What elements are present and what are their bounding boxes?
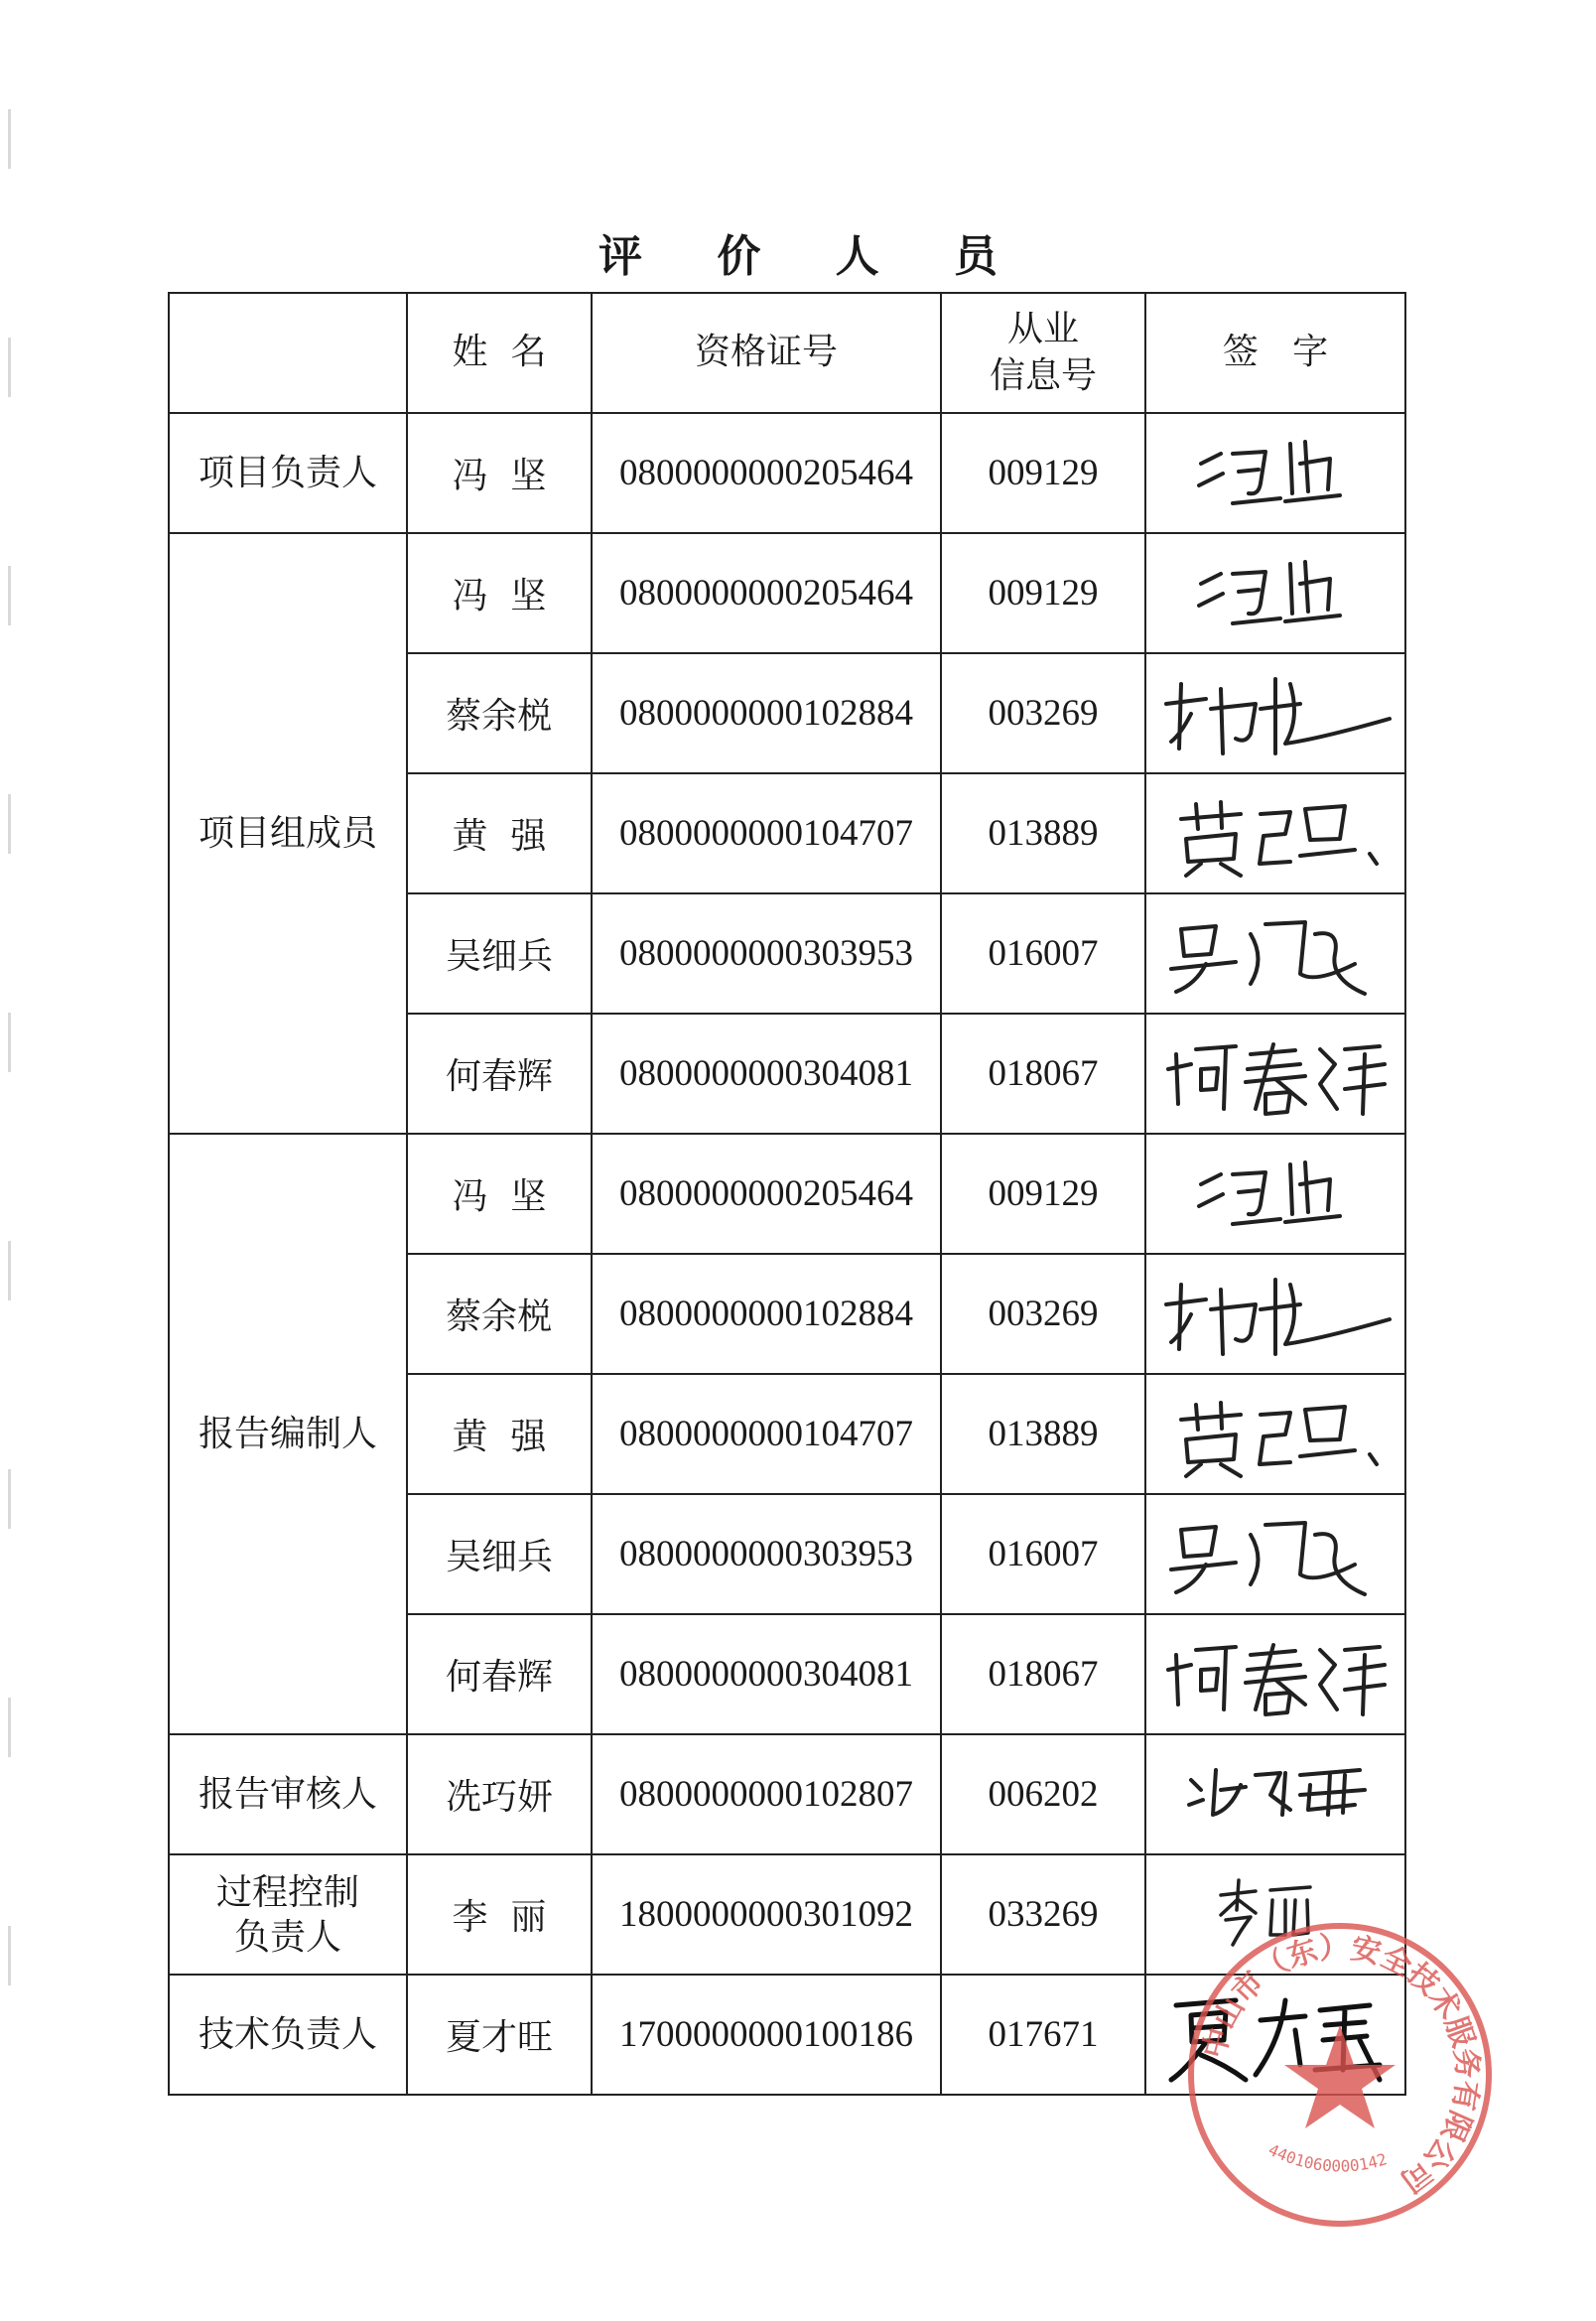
- signature-cell: [1145, 1854, 1405, 1975]
- header-sign: 签 字: [1145, 293, 1405, 413]
- scan-edge-mark: [8, 338, 11, 397]
- table-row: [169, 1734, 1405, 1854]
- scan-edge-mark: [8, 794, 11, 854]
- person-name: 冼巧妍: [407, 1734, 592, 1854]
- person-name: 何春辉: [407, 1614, 592, 1734]
- info-number: 009129: [941, 1134, 1145, 1254]
- table-row: [169, 533, 1405, 653]
- header-role-cell: [169, 293, 407, 413]
- signature-cell: [1145, 1494, 1405, 1614]
- table-row: [169, 1854, 1405, 1975]
- person-name: 冯 坚: [407, 533, 592, 653]
- signature-wu-xi-bing: [1156, 904, 1395, 1004]
- person-name: 李 丽: [407, 1854, 592, 1975]
- cert-number: 0800000000104707: [592, 773, 941, 893]
- cert-number: 0800000000104707: [592, 1374, 941, 1494]
- info-number: 006202: [941, 1734, 1145, 1854]
- role-project-leader: 项目负责人: [169, 413, 407, 533]
- info-number: 016007: [941, 893, 1145, 1014]
- signature-wu-xi-bing: [1156, 1505, 1395, 1604]
- seal-text: 中山市（东）安全技术服务有限公司: [1196, 1930, 1485, 2199]
- header-info-line2: 信息号: [989, 354, 1097, 396]
- signature-cai-yu-tuo: [1151, 1265, 1399, 1364]
- cert-number: 0800000000102884: [592, 653, 941, 773]
- info-number: 016007: [941, 1494, 1145, 1614]
- signature-cell: [1145, 1975, 1405, 2095]
- person-name: 黄 强: [407, 1374, 592, 1494]
- info-number: 009129: [941, 533, 1145, 653]
- info-number: 018067: [941, 1614, 1145, 1734]
- role-tech-leader: 技术负责人: [169, 1975, 407, 2095]
- signature-feng-jian: [1161, 424, 1390, 523]
- cert-number: 0800000000304081: [592, 1014, 941, 1134]
- table-row: [169, 413, 1405, 533]
- info-number: 003269: [941, 653, 1145, 773]
- cert-number: 0800000000102807: [592, 1734, 941, 1854]
- signature-cell: [1145, 1134, 1405, 1254]
- signature-xia-cai-wang: [1156, 1980, 1395, 2090]
- role-process-control-line1: 过程控制: [215, 1871, 359, 1913]
- scan-edge-mark: [8, 1698, 11, 1757]
- info-number: 013889: [941, 1374, 1145, 1494]
- role-process-control: [169, 1854, 407, 1975]
- signature-cell: [1145, 413, 1405, 533]
- signature-li-li: [1161, 1865, 1390, 1965]
- cert-number: 0800000000205464: [592, 413, 941, 533]
- scan-edge-mark: [8, 1926, 11, 1985]
- cert-number: 0800000000304081: [592, 1614, 941, 1734]
- role-project-members: 项目组成员: [169, 533, 407, 1134]
- scan-edge-mark: [8, 109, 11, 169]
- signature-cell: [1145, 893, 1405, 1014]
- table-row: [169, 1134, 1405, 1254]
- cert-number: 0800000000102884: [592, 1254, 941, 1374]
- cert-number: 0800000000303953: [592, 1494, 941, 1614]
- role-report-writers: 报告编制人: [169, 1134, 407, 1734]
- seal-code: 4401060000142: [1264, 2139, 1390, 2176]
- role-report-reviewer: 报告审核人: [169, 1734, 407, 1854]
- signature-he-chun-hui: [1156, 1625, 1395, 1724]
- signature-cell: [1145, 653, 1405, 773]
- person-name: 蔡余棁: [407, 653, 592, 773]
- signature-huang-qiang: [1156, 784, 1395, 884]
- page-title: 评 价 人 员: [598, 231, 1027, 282]
- signature-feng-jian: [1161, 544, 1390, 643]
- person-name: 夏才旺: [407, 1975, 592, 2095]
- signature-cell: [1145, 1614, 1405, 1734]
- header-name: 姓 名: [407, 293, 592, 413]
- signature-cell: [1145, 1014, 1405, 1134]
- signature-cell: [1145, 1374, 1405, 1494]
- info-number: 013889: [941, 773, 1145, 893]
- info-number: 009129: [941, 413, 1145, 533]
- header-cert: 资格证号: [592, 293, 941, 413]
- cert-number: 0800000000205464: [592, 1134, 941, 1254]
- signature-cell: [1145, 533, 1405, 653]
- table-row: [169, 1975, 1405, 2095]
- header-info-line1: 从业: [1006, 308, 1079, 349]
- signature-cell: [1145, 773, 1405, 893]
- signature-feng-jian: [1161, 1145, 1390, 1244]
- cert-number: 1800000000301092: [592, 1854, 941, 1975]
- cert-number: 0800000000303953: [592, 893, 941, 1014]
- header-row: [169, 293, 1405, 413]
- person-name: 黄 强: [407, 773, 592, 893]
- signature-huang-qiang: [1156, 1385, 1395, 1484]
- person-name: 冯 坚: [407, 413, 592, 533]
- header-info: [941, 293, 1145, 413]
- info-number: 018067: [941, 1014, 1145, 1134]
- signature-he-chun-hui: [1156, 1024, 1395, 1124]
- person-name: 冯 坚: [407, 1134, 592, 1254]
- signature-cell: [1145, 1254, 1405, 1374]
- role-process-control-line2: 负责人: [233, 1916, 341, 1958]
- signature-cai-yu-tuo: [1151, 664, 1399, 763]
- person-name: 吴细兵: [407, 893, 592, 1014]
- person-name: 何春辉: [407, 1014, 592, 1134]
- scan-edge-mark: [8, 1241, 11, 1300]
- person-name: 蔡余棁: [407, 1254, 592, 1374]
- signature-xian-qiao-yan: [1161, 1745, 1390, 1844]
- info-number: 017671: [941, 1975, 1145, 2095]
- cert-number: 1700000000100186: [592, 1975, 941, 2095]
- scan-edge-mark: [8, 566, 11, 625]
- person-name: 吴细兵: [407, 1494, 592, 1614]
- svg-text:4401060000142: [1265, 2140, 1389, 2176]
- info-number: 033269: [941, 1854, 1145, 1975]
- cert-number: 0800000000205464: [592, 533, 941, 653]
- scan-edge-mark: [8, 1013, 11, 1072]
- scan-edge-mark: [8, 1469, 11, 1529]
- info-number: 003269: [941, 1254, 1145, 1374]
- signature-cell: [1145, 1734, 1405, 1854]
- personnel-table: [168, 292, 1406, 2096]
